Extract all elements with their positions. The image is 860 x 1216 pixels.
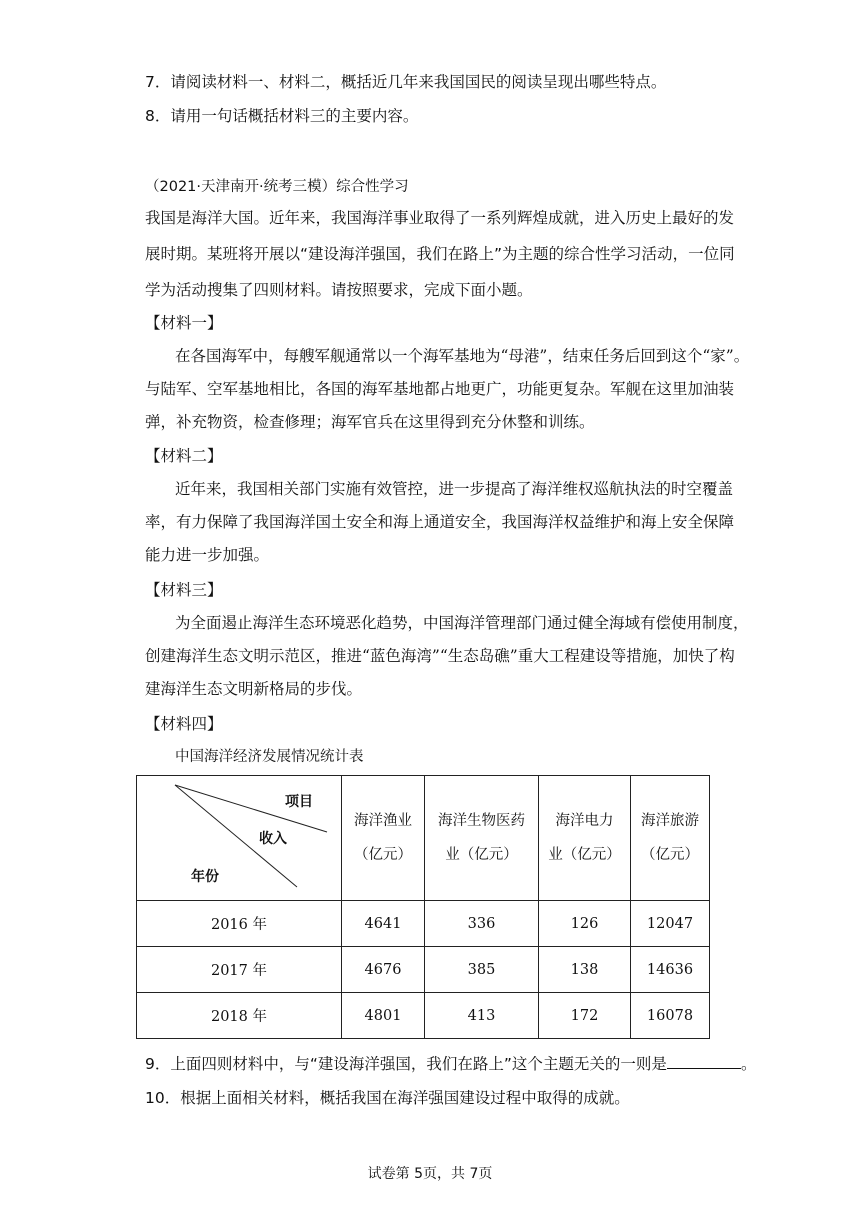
- cell-value: 16078: [631, 993, 710, 1039]
- statistics-table: [136, 775, 710, 1039]
- column-header-line: 海洋渔业: [354, 813, 412, 829]
- material-3-line-3: 建海洋生态文明新格局的步伐。: [145, 680, 363, 698]
- column-header-biomedicine: [425, 776, 539, 901]
- question-source: （2021·天津南开·统考三模）综合性学习: [145, 179, 409, 195]
- material-3-line-1: 为全面遏止海洋生态环境恶化趋势，中国海洋管理部门通过健全海域有偿使用制度，: [175, 614, 749, 632]
- column-header-line: （亿元）: [354, 847, 412, 863]
- column-header-line: 业（亿元）: [445, 847, 518, 863]
- question-7: 7．请阅读材料一、材料二，概括近几年来我国国民的阅读呈现出哪些特点。: [145, 73, 667, 91]
- material-2-line-3: 能力进一步加强。: [145, 546, 270, 564]
- column-header-line: 海洋旅游: [641, 813, 699, 829]
- material-1-line-1: 在各国海军中，每艘军舰通常以一个海军基地为“母港”，结束任务后回到这个“家”。: [175, 347, 750, 365]
- cell-value: 14636: [631, 947, 710, 993]
- question-8: 8．请用一句话概括材料三的主要内容。: [145, 107, 419, 125]
- material-1-line-3: 弹，补充物资，检查修理；海军官兵在这里得到充分休整和训练。: [145, 413, 595, 431]
- question-9-text: 9．上面四则材料中，与“建设海洋强国，我们在路上”这个主题无关的一则是: [145, 1055, 667, 1073]
- cell-value: 126: [539, 901, 631, 947]
- corner-year-label: 年份: [191, 869, 219, 885]
- material-2-label: 【材料二】: [145, 447, 223, 465]
- column-header-line: 海洋生物医药: [438, 813, 525, 829]
- column-header-line: 海洋电力: [555, 813, 614, 829]
- column-header-power: [539, 776, 631, 901]
- cell-value: 413: [425, 993, 539, 1039]
- question-10: 10．根据上面相关材料，概括我国在海洋强国建设过程中取得的成就。: [145, 1089, 630, 1107]
- row-year: 2016 年: [137, 901, 342, 947]
- page-footer: 试卷第 5页，共 7页: [367, 1166, 493, 1182]
- material-2-line-2: 率，有力保障了我国海洋国土安全和海上通道安全，我国海洋权益维护和海上安全保障: [145, 513, 735, 531]
- corner-income-label: 收入: [259, 831, 287, 847]
- table-title: 中国海洋经济发展情况统计表: [175, 749, 364, 765]
- column-header-tourism: [631, 776, 710, 901]
- cell-value: 172: [539, 993, 631, 1039]
- table-row: [137, 901, 710, 947]
- question-9: [145, 1054, 756, 1074]
- column-header-line: （亿元）: [641, 847, 699, 863]
- material-3-label: 【材料三】: [145, 581, 223, 599]
- material-4-label: 【材料四】: [145, 715, 223, 733]
- diagonal-corner-cell: [137, 776, 342, 901]
- material-1-label: 【材料一】: [145, 314, 223, 332]
- material-1-line-2: 与陆军、空军基地相比，各国的海军基地都占地更广，功能更复杂。军舰在这里加油装: [145, 380, 735, 398]
- answer-blank[interactable]: [667, 1054, 741, 1069]
- cell-value: 4676: [342, 947, 425, 993]
- column-header-line: 业（亿元）: [548, 847, 621, 863]
- cell-value: 138: [539, 947, 631, 993]
- table-row: [137, 993, 710, 1039]
- material-2-line-1: 近年来，我国相关部门实施有效管控，进一步提高了海洋维权巡航执法的时空覆盖: [175, 480, 734, 498]
- table-row: [137, 947, 710, 993]
- intro-line-2: 展时期。某班将开展以“建设海洋强国，我们在路上”为主题的综合性学习活动，一位同: [145, 245, 735, 263]
- intro-line-1: 我国是海洋大国。近年来，我国海洋事业取得了一系列辉煌成就，进入历史上最好的发: [145, 209, 735, 227]
- column-header-fishery: [342, 776, 425, 901]
- cell-value: 4641: [342, 901, 425, 947]
- row-year: 2018 年: [137, 993, 342, 1039]
- row-year: 2017 年: [137, 947, 342, 993]
- material-3-line-2: 创建海洋生态文明示范区，推进“蓝色海湾”“生态岛礁”重大工程建设等措施，加快了构: [145, 647, 735, 665]
- question-9-end: 。: [740, 1055, 757, 1073]
- table-header-row: [137, 776, 710, 901]
- cell-value: 4801: [342, 993, 425, 1039]
- cell-value: 12047: [631, 901, 710, 947]
- cell-value: 336: [425, 901, 539, 947]
- intro-line-3: 学为活动搜集了四则材料。请按照要求，完成下面小题。: [145, 281, 533, 299]
- corner-item-label: 项目: [285, 794, 313, 810]
- cell-value: 385: [425, 947, 539, 993]
